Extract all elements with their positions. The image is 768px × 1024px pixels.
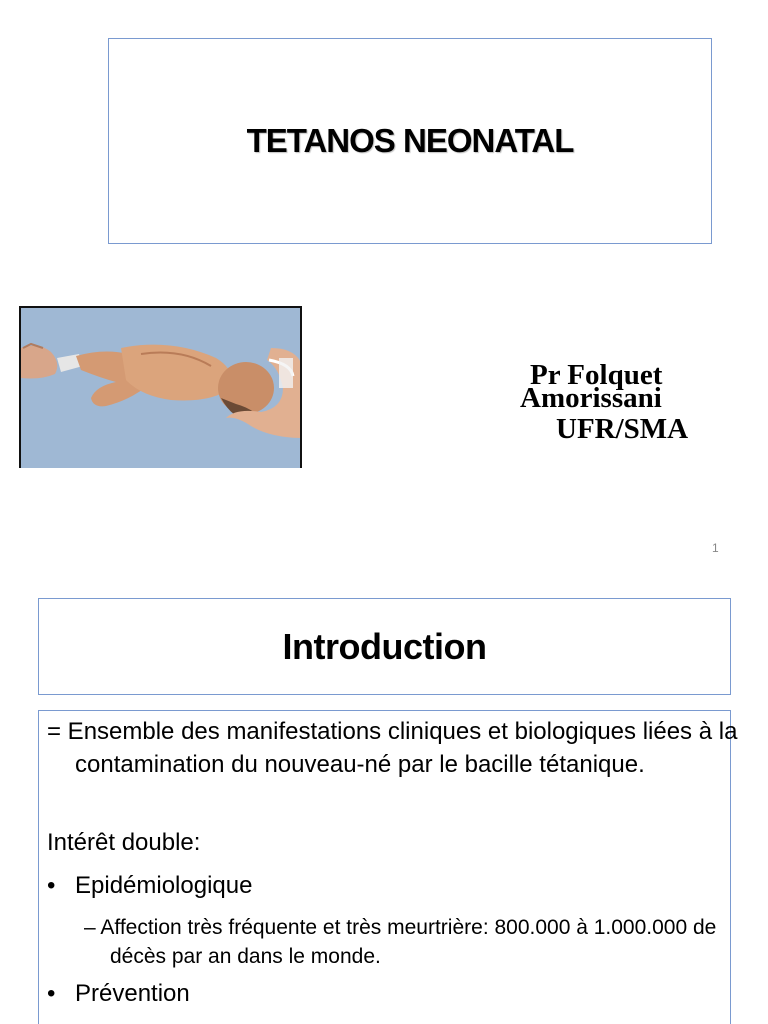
title-box	[108, 38, 712, 244]
interest-heading: Intérêt double:	[47, 829, 201, 856]
slide-title: TETANOS NEONATAL	[246, 122, 574, 159]
definition-paragraph: = Ensemble des manifestations cliniques et biologiques liées à la contamination du nouveau-né par le bacille tétanique.	[47, 718, 738, 778]
slide-2	[0, 575, 768, 1024]
slide-title: Introduction	[282, 625, 487, 667]
bullet-icon: •	[47, 980, 56, 1007]
author-institution: UFR/SMA	[556, 413, 689, 445]
sub-list-item: – Affection très fréquente et très meurtrière: 800.000 à 1.000.000 de décès par an dans le monde.	[84, 916, 717, 968]
author-name: Pr Folquet	[530, 359, 663, 391]
content-box	[38, 710, 738, 1024]
list-item-label: Prévention	[75, 980, 190, 1007]
newborn-tetanus-photo	[19, 306, 302, 468]
author-block	[520, 359, 720, 445]
author-surname: Amorissani	[520, 382, 662, 414]
page-number: 1	[712, 541, 719, 555]
bullet-icon: •	[47, 872, 56, 899]
list-item-label: Epidémiologique	[75, 872, 253, 899]
title-box	[38, 598, 731, 695]
list-item	[47, 869, 252, 902]
list-item	[47, 977, 190, 1010]
